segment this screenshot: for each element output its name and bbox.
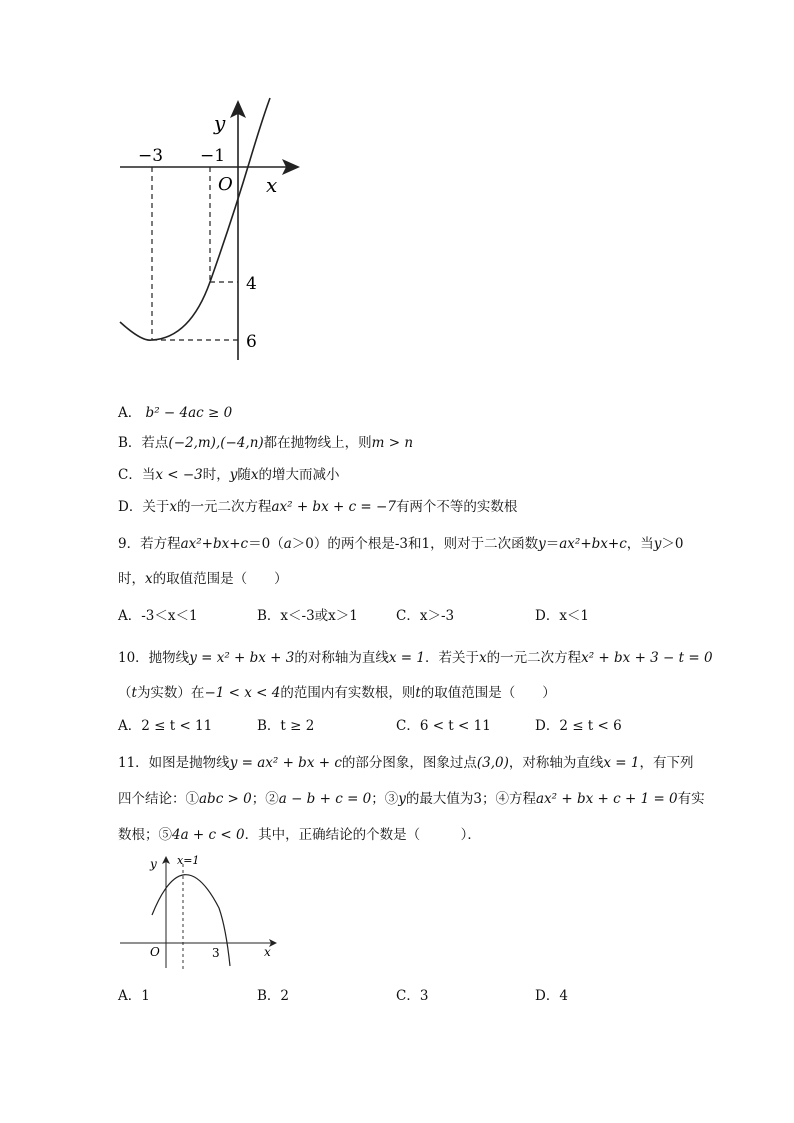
q9-option-a: A．-3＜x＜1 — [118, 608, 198, 624]
q11-stem-line1 — [118, 753, 694, 773]
q9-option-d: D．x＜1 — [535, 608, 590, 624]
math-expr: ax² + bx + c = −7 — [271, 499, 396, 515]
fig2-label-o: O — [150, 945, 160, 959]
fig2-label-axis: x=1 — [177, 854, 200, 867]
text: ；③ — [371, 791, 399, 807]
text: 的取值范围是（ ） — [152, 571, 288, 587]
math-expr: y — [653, 536, 662, 552]
q10-option-c: C．6 < t < 11 — [396, 718, 491, 734]
q10-stem-line1 — [118, 648, 713, 668]
text: 的部分图象，图象过点 — [341, 755, 477, 771]
text: 有实 — [677, 791, 705, 807]
text: ；② — [251, 791, 279, 807]
q8-option-c — [118, 465, 340, 485]
math-expr: y — [229, 467, 238, 483]
q11-option-b: B．2 — [257, 988, 290, 1004]
math-expr: abc > 0 — [199, 791, 252, 807]
math-expr: −1 < x < 4 — [204, 685, 281, 701]
text: 为实数）在 — [136, 685, 205, 701]
text: ＝0（ — [248, 536, 284, 552]
math-expr: ax² + bx + c + 1 = 0 — [536, 791, 678, 807]
text: ，有下列 — [639, 755, 694, 771]
math-expr: ax²+bx+c — [559, 536, 627, 552]
math-expr: m > n — [371, 435, 414, 451]
text: 时， — [202, 467, 230, 483]
q11-option-c: C．3 — [396, 988, 429, 1004]
math-expr: x < −3 — [155, 467, 203, 483]
text: 的最大值为3；④方程 — [405, 791, 536, 807]
text: 若点 — [141, 435, 169, 451]
math-expr: x² + bx + 3 − t = 0 — [581, 650, 713, 666]
text: ＝ — [545, 536, 560, 552]
tick-4: 4 — [246, 274, 257, 294]
text: ＞0）的两个根是-3和1，则对于二次函数 — [291, 536, 539, 552]
text: 10．抛物线 — [118, 650, 190, 666]
q10-option-b: B．t ≥ 2 — [257, 718, 315, 734]
math-expr: x — [478, 650, 487, 666]
math-expr: (3,0) — [476, 755, 509, 771]
tick-6: 6 — [246, 332, 257, 352]
text: 四个结论：① — [118, 791, 199, 807]
math-expr: b² − 4ac ≥ 0 — [145, 405, 233, 421]
text: （ — [118, 685, 132, 701]
text: 的取值范围是（ ） — [420, 685, 556, 701]
q10-stem-line2 — [118, 683, 556, 703]
label-y: y — [214, 111, 226, 135]
text: 数根；⑤ — [118, 827, 172, 843]
math-expr: a — [283, 536, 292, 552]
text: 当 — [141, 467, 156, 483]
text: ＞0 — [661, 536, 684, 552]
label-x: x — [266, 173, 278, 197]
tick-neg3: −3 — [138, 146, 164, 166]
q8-option-a — [118, 403, 232, 423]
math-expr: x — [145, 571, 153, 587]
q9-stem-line2 — [118, 569, 288, 589]
q10-option-a: A．2 ≤ t < 11 — [118, 718, 213, 734]
text: 关于 — [142, 499, 170, 515]
text: 有两个不等的实数根 — [395, 499, 518, 515]
q9-option-c: C．x＞-3 — [396, 608, 455, 624]
text: 时， — [118, 571, 145, 587]
parabola-curve — [120, 98, 270, 340]
q11-stem-line3 — [118, 825, 481, 845]
text: ．其中，正确结论的个数是（ ）． — [244, 827, 481, 843]
math-expr: x = 1 — [388, 650, 425, 666]
math-expr: x — [169, 499, 177, 515]
fig2-label-y: y — [150, 857, 157, 871]
text: ．若关于 — [424, 650, 479, 666]
text: ，对称轴为直线 — [508, 755, 604, 771]
q9-stem-line1 — [118, 534, 684, 554]
fig2-label-3: 3 — [212, 946, 220, 960]
q10-option-d: D．2 ≤ t < 6 — [535, 718, 622, 734]
math-expr: y — [538, 536, 546, 552]
q8-option-b — [118, 433, 413, 453]
figure-parabola-2 — [115, 852, 285, 972]
math-expr: x = 1 — [603, 755, 640, 771]
q8-option-d — [118, 497, 517, 517]
q11-option-d: D．4 — [535, 988, 568, 1004]
option-letter: A． — [118, 405, 142, 421]
text: 的对称轴为直线 — [294, 650, 389, 666]
text: 的增大而减小 — [258, 467, 340, 483]
text: 11．如图是抛物线 — [118, 755, 230, 771]
figure-parabola-1 — [110, 90, 310, 370]
text: 9．若方程 — [118, 536, 181, 552]
text: 随 — [237, 467, 251, 483]
text: 的一元二次方程 — [176, 499, 272, 515]
option-letter: D． — [118, 499, 143, 515]
q11-stem-line2 — [118, 789, 705, 809]
math-expr: 4a + c < 0 — [172, 827, 245, 843]
fig2-label-x: x — [264, 945, 271, 959]
option-letter: C． — [118, 467, 142, 483]
math-expr: (−2,m),(−4,n) — [168, 435, 264, 451]
text: 的范围内有实数根，则 — [280, 685, 416, 701]
q11-option-a: A．1 — [118, 988, 150, 1004]
math-expr: y = ax² + bx + c — [229, 755, 342, 771]
label-origin: O — [218, 174, 233, 195]
text: ，当 — [626, 536, 654, 552]
math-expr: x — [250, 467, 259, 483]
q9-option-b: B．x＜-3或x＞1 — [257, 608, 358, 624]
math-expr: t — [415, 685, 421, 701]
option-letter: B． — [118, 435, 142, 451]
tick-neg1: −1 — [200, 146, 226, 166]
math-expr: t — [131, 685, 137, 701]
math-expr: ax²+bx+c — [180, 536, 249, 552]
math-expr: y = x² + bx + 3 — [189, 650, 295, 666]
math-expr: a − b + c = 0 — [278, 791, 372, 807]
text: 都在抛物线上，则 — [263, 435, 372, 451]
math-expr: y — [398, 791, 406, 807]
text: 的一元二次方程 — [486, 650, 582, 666]
